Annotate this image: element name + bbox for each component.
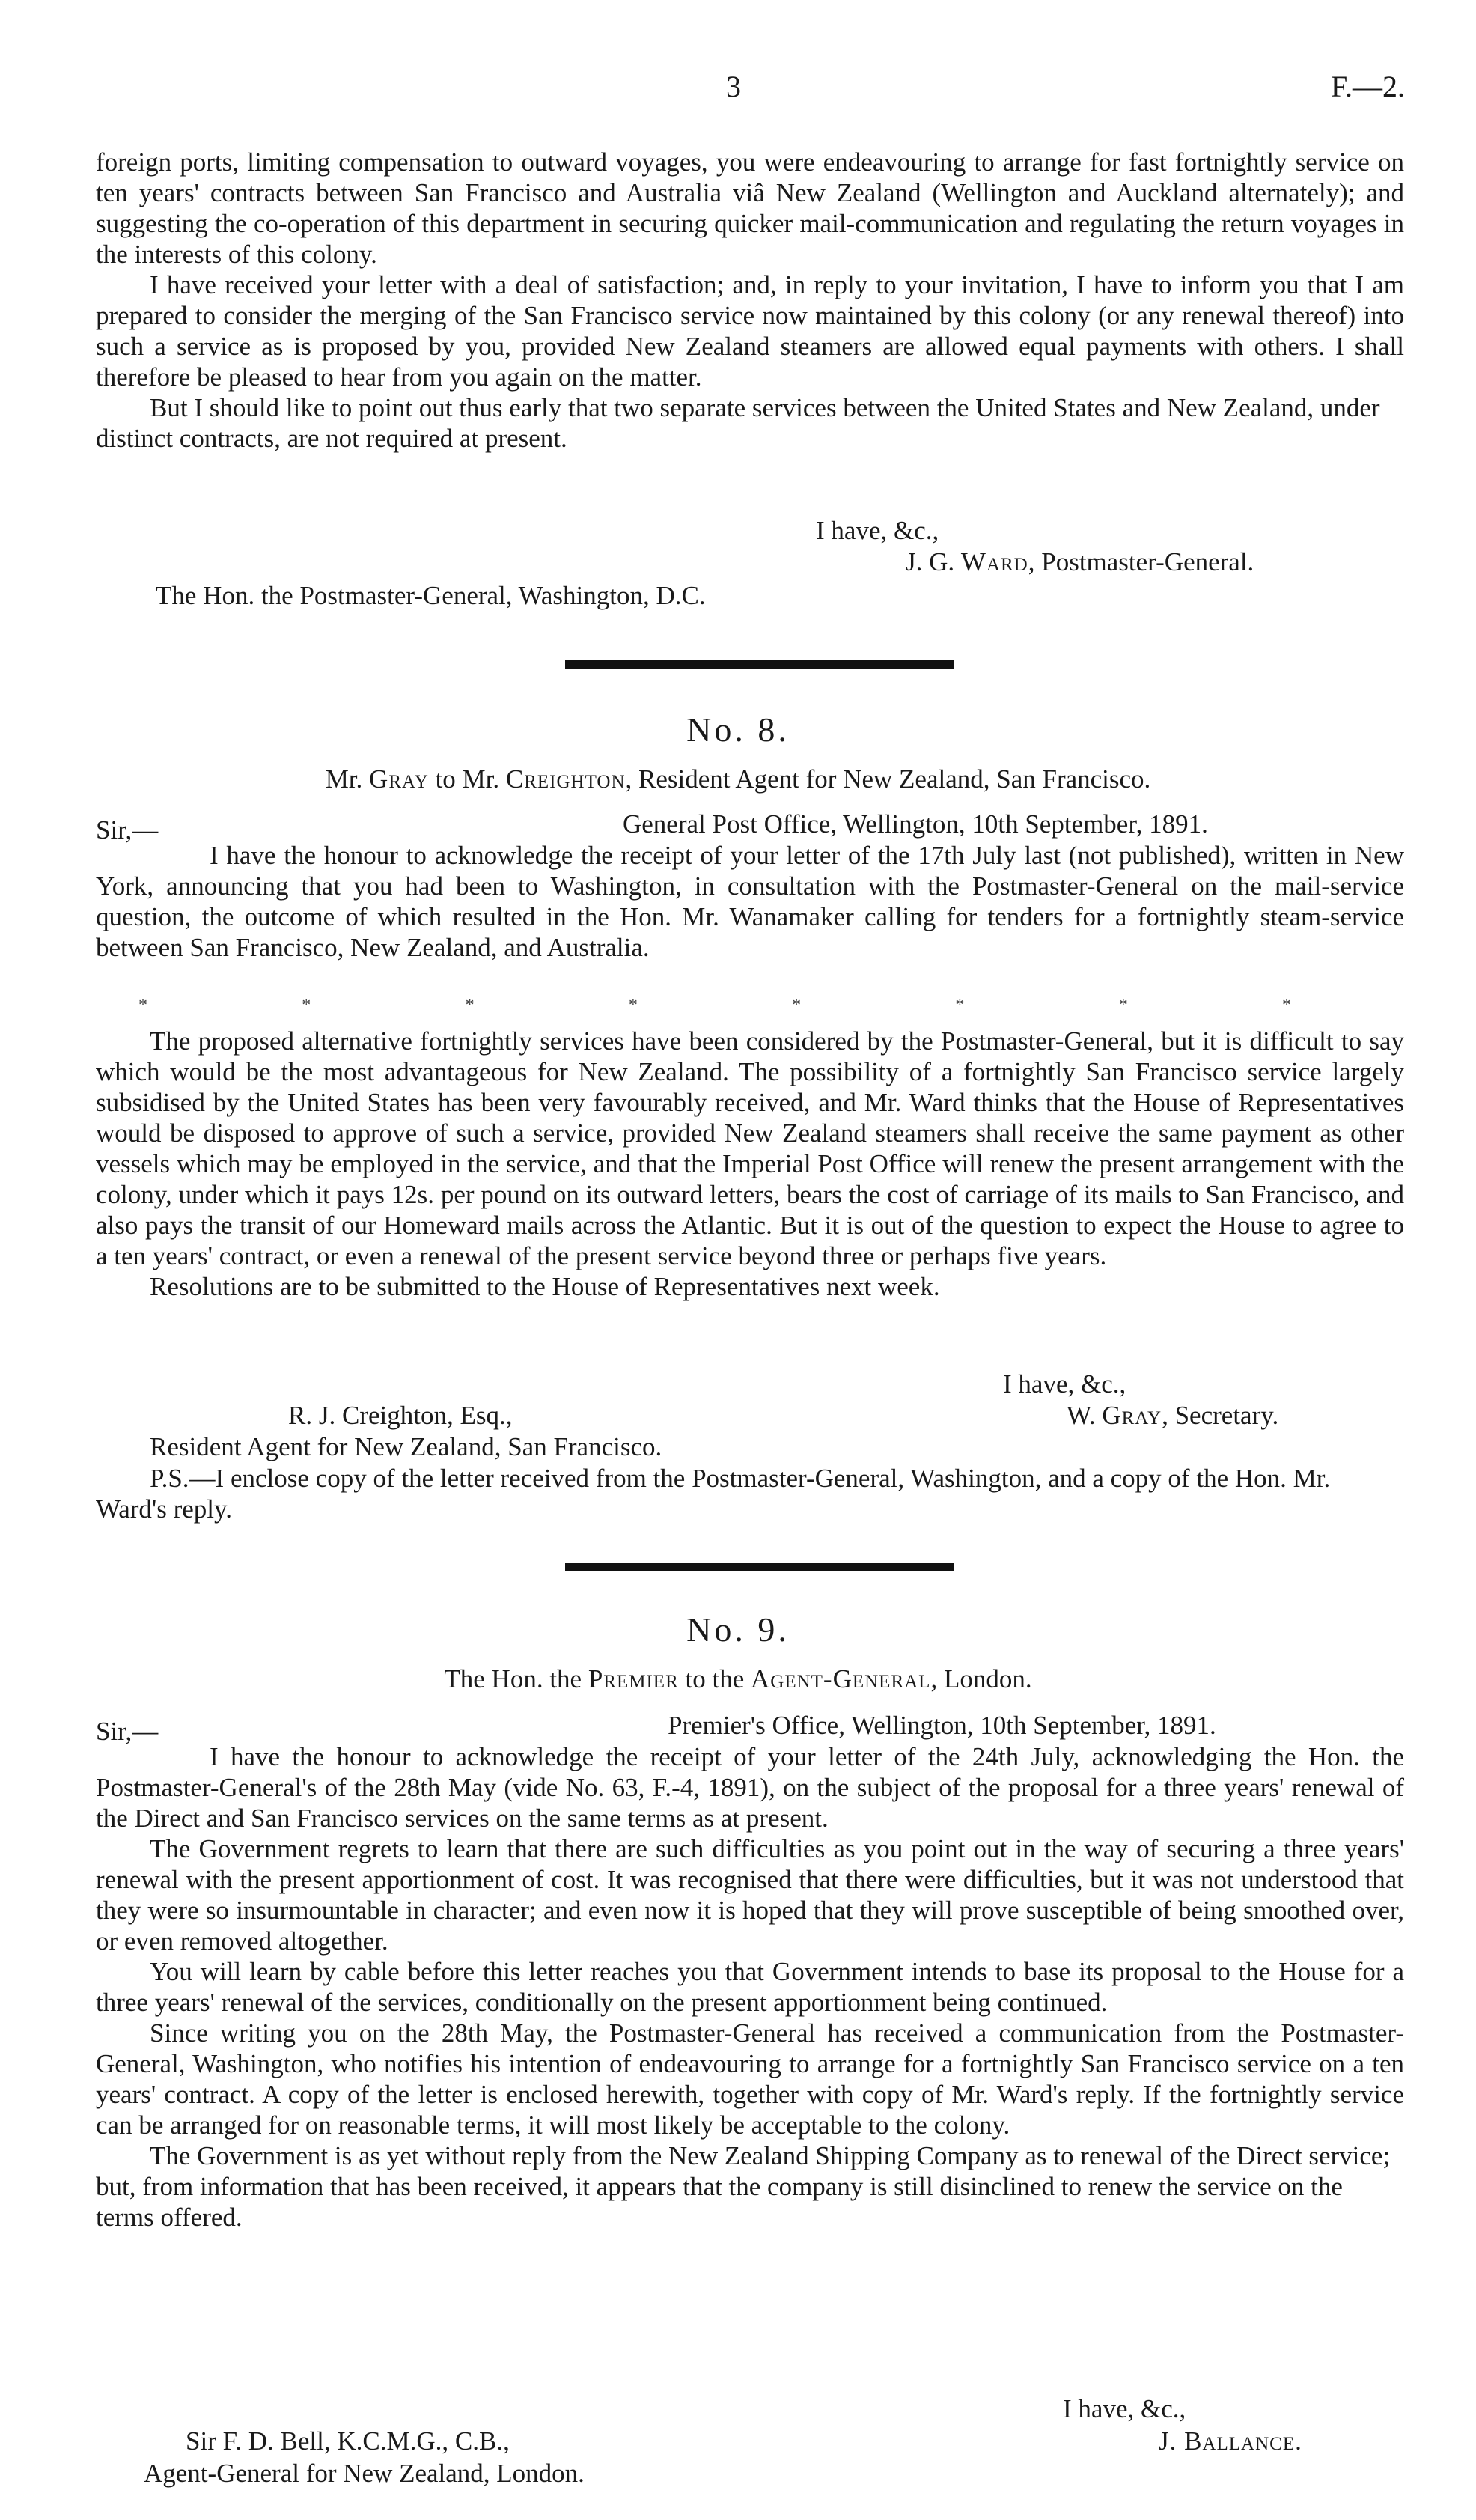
addressee-name: R. J. Creighton, Esq.,	[288, 1401, 513, 1430]
closing: I have, &c.,	[1063, 2394, 1186, 2423]
postscript-block	[96, 1463, 1404, 1524]
addressee-name: Sir F. D. Bell, K.C.M.G., C.B.,	[186, 2426, 510, 2456]
closing: I have, &c.,	[1003, 1369, 1126, 1399]
letter-heading: Mr. Gray to Mr. Creighton, Resident Agent for New Zealand, San Francisco.	[325, 764, 1151, 794]
signature: J. Ballance.	[1159, 2426, 1302, 2456]
paragraph: You will learn by cable before this letter reaches you that Government intends to base its proposal to the House for a three years' renewal of the services, conditionally on the present apportionment being continued.	[96, 1957, 1404, 2017]
paragraph: The Government regrets to learn that there are such difficulties as you point out in the way of securing a three years' renewal with the present apportionment of cost. It was recognised that there were difficulties, but it was not understood that they were so insurmountable in character; and even now it is hoped that they will prove susceptible of being smoothed over, or even removed altogether.	[96, 1834, 1404, 1956]
addressee-place: Agent-General for New Zealand, London.	[144, 2459, 585, 2488]
paragraph: The Government is as yet without reply from the New Zealand Shipping Company as to renewal of the Direct service; but, from information that has been received, it appears that the company is still disinclined to renew the service on the terms offered.	[96, 2141, 1391, 2232]
letter-heading: The Hon. the Premier to the Agent-General, London.	[444, 1664, 1032, 1693]
letter-9-body	[96, 1741, 1404, 2233]
letter-number: No. 8.	[686, 710, 790, 749]
dateline: General Post Office, Wellington, 10th September, 1891.	[623, 809, 1208, 839]
paragraph: foreign ports, limiting compensation to outward voyages, you were endeavouring to arrange for fast fortnightly service on ten years' contracts between San Francisco and Australia viâ New Zealand (Wellington and Auckland alternately); and suggesting the co-operation of this department in securing quicker mail-communication and regulating the return voyages in the interests of this colony.	[96, 147, 1404, 269]
paragraph: I have received your letter with a deal of satisfaction; and, in reply to your invitation, I have to inform you that I am prepared to consider the merging of the San Francisco service now maintained by this colony (or any renewal thereof) into such a service as is proposed by you, provided New Zealand steamers are allowed equal payments with others. I shall therefore be pleased to hear from you again on the matter.	[96, 270, 1404, 392]
paragraph: I have the honour to acknowledge the receipt of your letter of the 24th July, acknowledging the Hon. the Postmaster-General's of the 28th May (vide No. 63, F.-4, 1891), on the subject of the proposal for a three years' renewal of the Direct and San Francisco services on the same terms as at present.	[96, 1742, 1404, 1833]
letter-8-intro	[96, 840, 1404, 963]
letter-7-body	[96, 147, 1404, 454]
postscript: P.S.—I enclose copy of the letter received from the Postmaster-General, Washington, and a copy of the Hon. Mr. Ward's reply.	[96, 1464, 1331, 1524]
signature: W. Gray, Secretary.	[1067, 1401, 1279, 1430]
closing: I have, &c.,	[816, 516, 939, 545]
paragraph: But I should like to point out thus early that two separate services between the United States and New Zealand, under distinct contracts, are not required at present.	[96, 393, 1380, 453]
document-reference: F.—2.	[1330, 70, 1405, 103]
addressee: The Hon. the Postmaster-General, Washington, D.C.	[156, 581, 706, 610]
omission-asterisks: * * * * * * * *	[138, 996, 1291, 1015]
addressee-place: Resident Agent for New Zealand, San Francisco.	[150, 1432, 662, 1461]
signature: J. G. Ward, Postmaster-General.	[906, 547, 1254, 576]
paragraph: The proposed alternative fortnightly services have been considered by the Postmaster-General, but it is difficult to say which would be the most advantageous for New Zealand. The possibility of a fortnightly San Francisco service largely subsidised by the United States has been very favourably received, and Mr. Ward thinks that the House of Representatives would be disposed to approve of such a service, provided New Zealand steamers shall receive the same payment as other vessels which may be employed in the service, and that the Imperial Post Office will renew the present arrangement with the colony, under which it pays 12s. per pound on its outward letters, bears the cost of carriage of its mails to San Francisco, and also pays the transit of our Homeward mails across the Atlantic. But it is out of the question to expect the House to agree to a ten years' contract, or even a renewal of the present service beyond three or perhaps five years.	[96, 1026, 1404, 1270]
section-divider	[565, 1563, 954, 1571]
paragraph: I have the honour to acknowledge the receipt of your letter of the 17th July last (not published), written in New York, announcing that you had been to Washington, in consultation with the Postmaster-General on the mail-service question, the outcome of which resulted in the Hon. Mr. Wanamaker calling for tenders for a fortnightly steam-service between San Francisco, New Zealand, and Australia.	[96, 841, 1404, 962]
section-divider	[565, 660, 954, 669]
salutation: Sir,—	[96, 1717, 159, 1746]
dateline: Premier's Office, Wellington, 10th September, 1891.	[668, 1711, 1216, 1740]
letter-number: No. 9.	[686, 1610, 790, 1649]
salutation: Sir,—	[96, 815, 159, 844]
page-number: 3	[726, 70, 741, 103]
paragraph: Since writing you on the 28th May, the Postmaster-General has received a communication from the Postmaster-General, Washington, who notifies his intention of endeavouring to arrange for a fortnightly San Francisco service on a ten years' contract. A copy of the letter is enclosed herewith, together with copy of Mr. Ward's reply. If the fortnightly service can be arranged for on reasonable terms, it will most likely be acceptable to the colony.	[96, 2018, 1404, 2140]
letter-8-body	[96, 1026, 1404, 1302]
paragraph: Resolutions are to be submitted to the House of Representatives next week.	[150, 1272, 940, 1301]
